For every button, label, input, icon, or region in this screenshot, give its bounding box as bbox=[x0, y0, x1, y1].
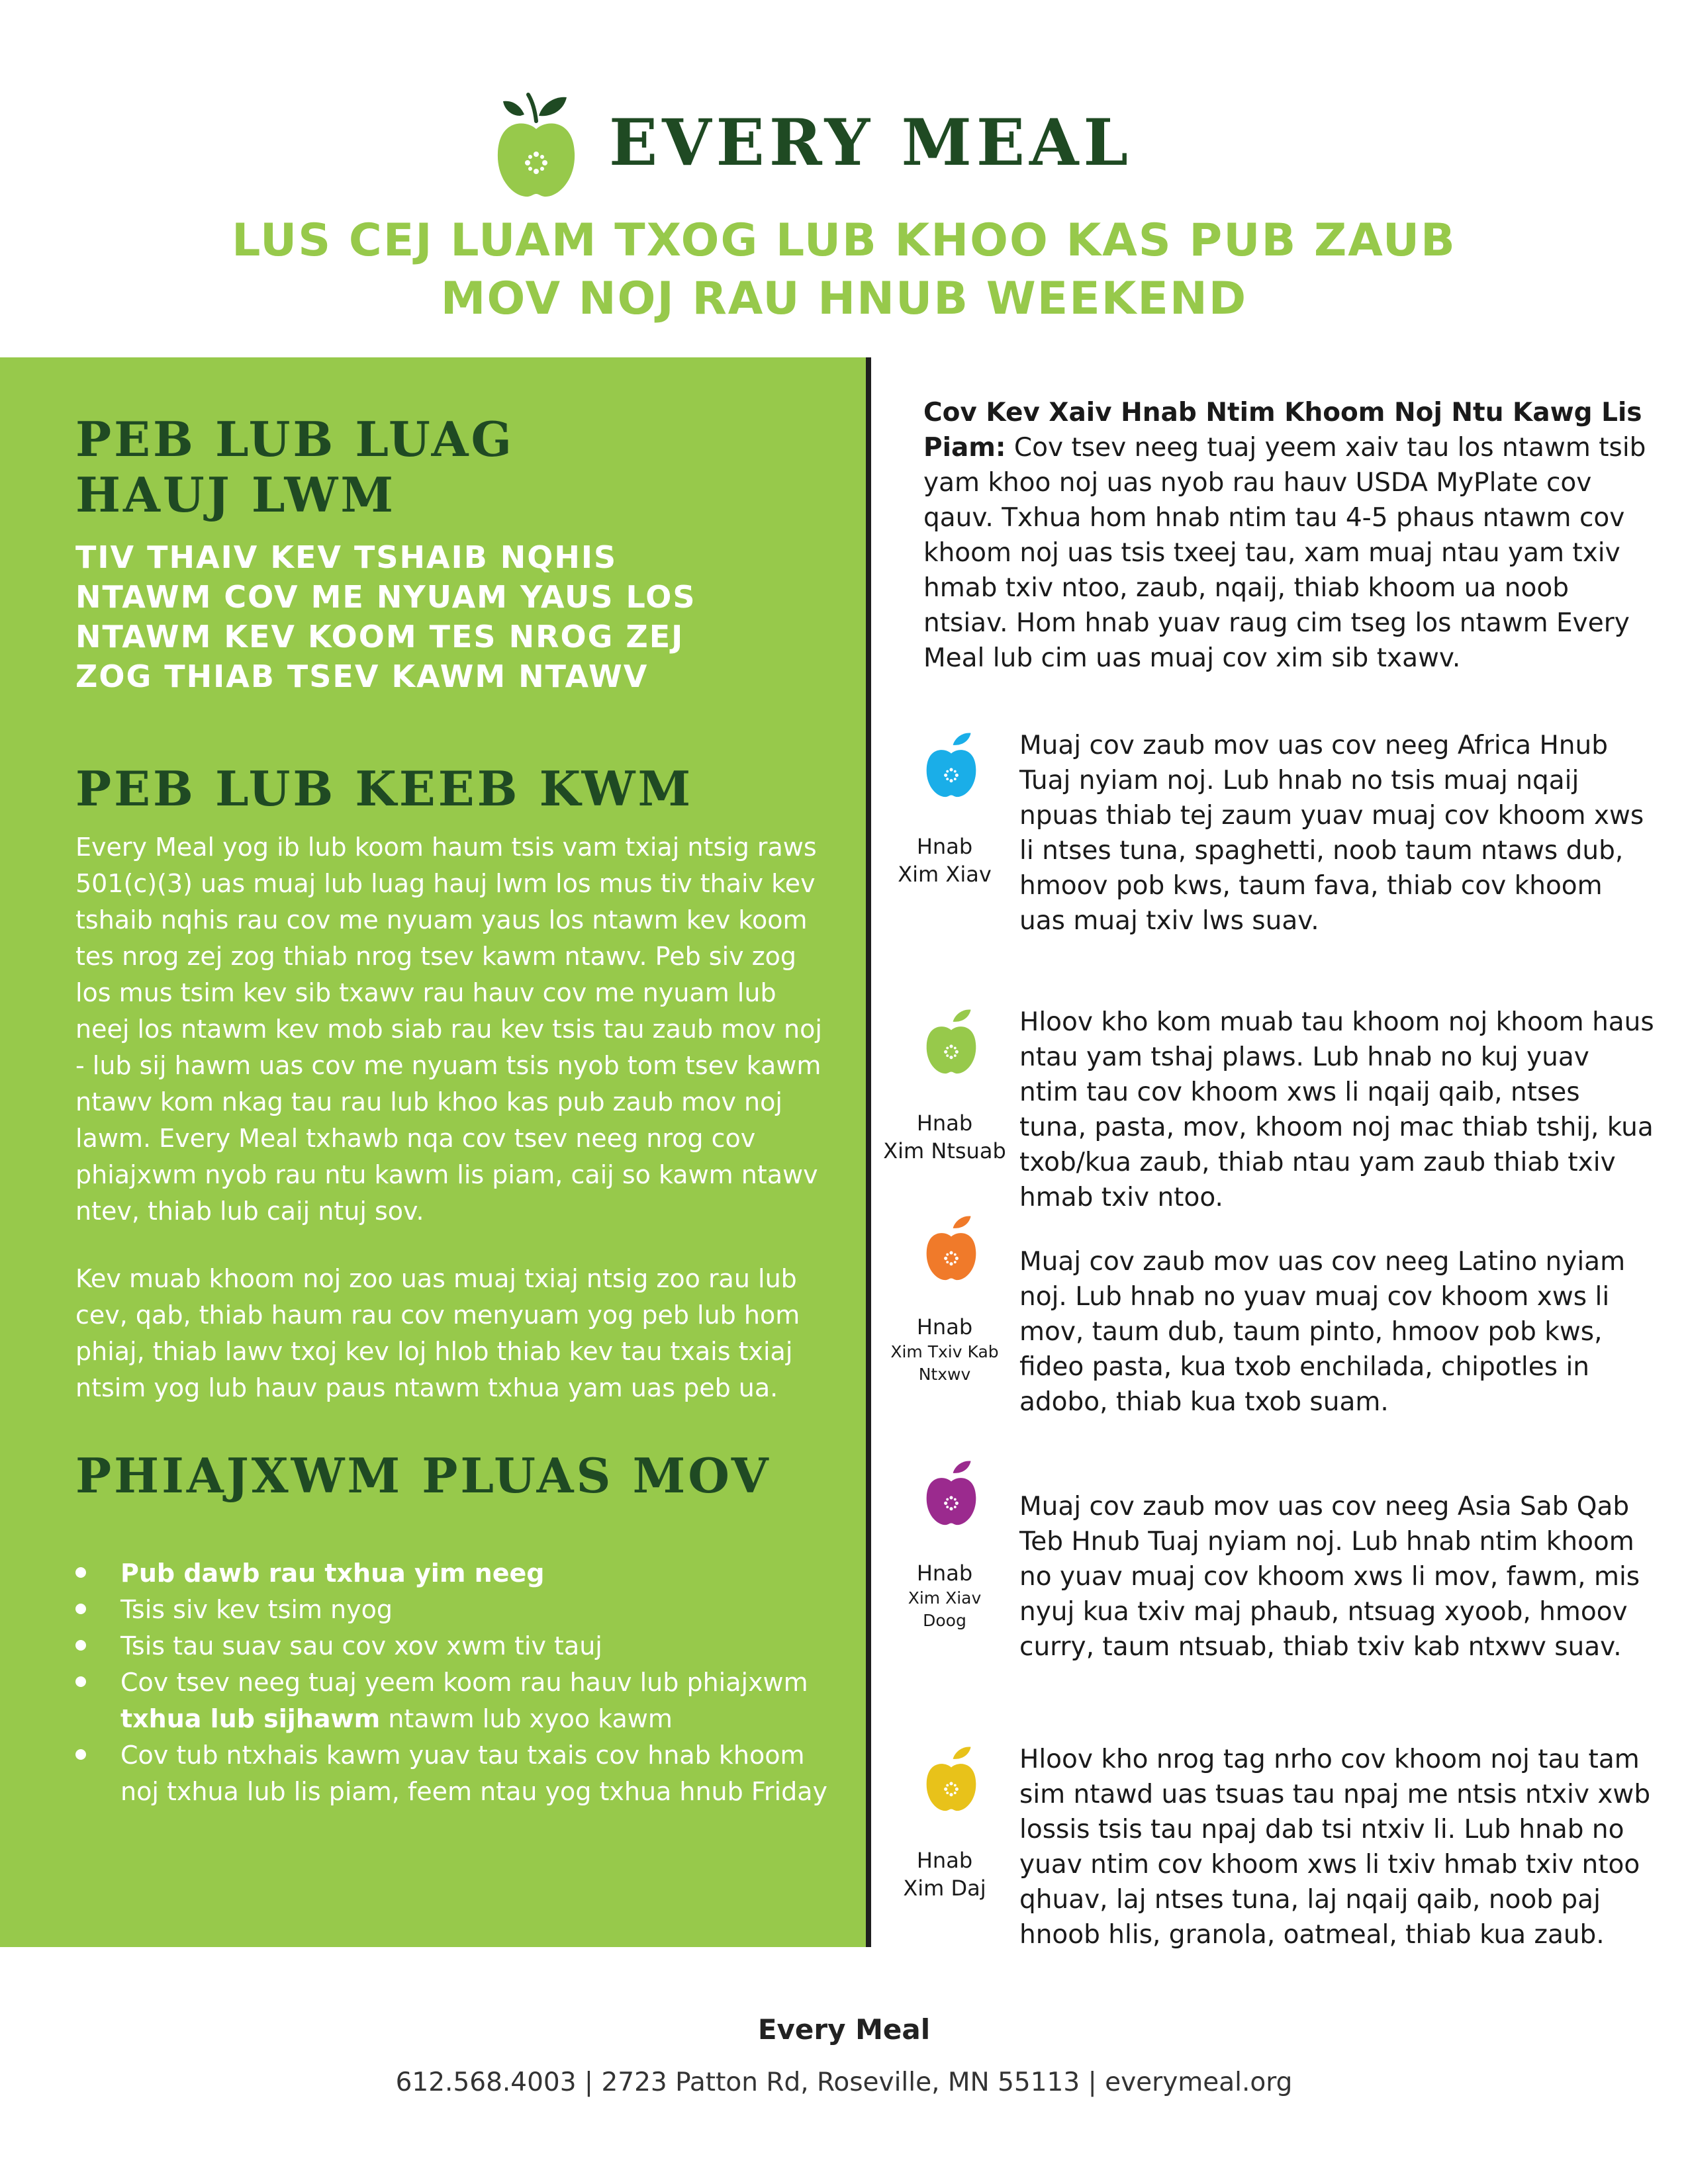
program-feature-text: txhua lub sijhawm bbox=[120, 1704, 381, 1733]
bag-caption-line: Hnab bbox=[916, 1561, 973, 1586]
bag-caption bbox=[878, 833, 1011, 888]
bag-apple-icon bbox=[925, 1742, 978, 1812]
program-feature-item bbox=[75, 1628, 843, 1664]
program-feature-item bbox=[75, 1555, 843, 1592]
mission-subtitle-line: NTAWM COV ME NYUAM YAUS LOS bbox=[75, 579, 696, 615]
logo-apple-icon bbox=[495, 89, 577, 199]
bag-description: Hloov kho nrog tag nrho cov khoom noj tau tam sim ntawd uas tsuas tau npaj me ntsis ntxiv xwb lossis tsis tau npaj dab tsi ntxiv li. Lub hnab no yuav ntim cov khoom xws li txiv hmab txiv ntoo qhuav, laj ntses tuna, laj nqaij qaib, noob paj hnoob hlis, granola, oatmeal, thiab kua zaub. bbox=[1019, 1745, 1651, 1950]
footer-contact-info: 612.568.4003 | 2723 Patton Rd, Roseville, MN 55113 | everymeal.org bbox=[395, 2068, 1293, 2097]
mission-subtitle bbox=[75, 537, 837, 696]
program-feature-item bbox=[75, 1664, 843, 1737]
program-feature-item bbox=[75, 1592, 843, 1628]
footer-org-name: Every Meal bbox=[757, 2013, 931, 2046]
history-paragraph-2: Kev muab khoom noj zoo uas muaj txiaj ntsig zoo rau lub cev, qab, thiab haum rau cov menyuam yog peb lub hom phiaj, thiab lawv txoj kev loj hlob thiab kev tau txais txiaj ntsim yog lub hauv paus ntawm txhua yam uas peb ua. bbox=[75, 1264, 800, 1402]
bullet-icon bbox=[75, 1676, 86, 1687]
brand-name: EVERY MEAL bbox=[609, 105, 1133, 180]
bullet-icon bbox=[75, 1640, 86, 1651]
weekend-bag-intro-text: Cov tsev neeg tuaj yeem xaiv tau los ntawm tsib yam khoo noj uas nyob rau hauv USDA MyPlate cov qauv. Txhua hom hnab ntim tau 4-5 phaus ntawm cov khoom noj uas tsis txeej tau, xam muaj ntau yam txiv hmab txiv ntoo, zaub, nqaij, thiab khoom ua noob ntsiav. Hom hnab yuav raug cim tseg los ntawm Every Meal lub cim uas muaj cov xim sib txawv. bbox=[923, 433, 1646, 673]
program-feature-list bbox=[75, 1555, 843, 1810]
weekend-bag-intro bbox=[923, 395, 1652, 676]
bag-caption-line: Ntxwv bbox=[918, 1365, 971, 1384]
bag-caption bbox=[878, 1559, 1011, 1632]
column-divider bbox=[866, 357, 871, 1947]
bag-caption-line: Xim Xiav bbox=[908, 1588, 982, 1608]
program-feature-text: Cov tub ntxhais kawm yuav tau txais cov hnab khoom noj txhua lub lis piam, feem ntau yog txhua hnub Friday bbox=[120, 1741, 828, 1806]
mission-title-line-1: PEB LUB LUAG bbox=[75, 411, 514, 467]
bag-description: Hloov kho kom muab tau khoom noj khoom haus ntau yam tshaj plaws. Lub hnab no kuj yuav ntim tau cov khoom xws li nqaij qaib, ntses tuna, pasta, mov, khoom noj mac thiab tshij, kua txob/kua zaub, thiab ntau yam zaub thiab txiv hmab txiv ntoo. bbox=[1019, 1007, 1654, 1212]
mission-title-line-2: HAUJ LWM bbox=[75, 467, 397, 523]
program-feature-item bbox=[75, 1737, 843, 1810]
bag-caption-line: Xim Ntsuab bbox=[883, 1138, 1006, 1163]
page-headline bbox=[0, 212, 1688, 328]
bag-apple-icon bbox=[925, 1005, 978, 1075]
bullet-icon bbox=[75, 1749, 86, 1760]
bag-caption-line: Hnab bbox=[916, 1848, 973, 1873]
bag-caption bbox=[878, 1846, 1011, 1902]
bag-description: Muaj cov zaub mov uas cov neeg Asia Sab Qab Teb Hnub Tuaj nyiam noj. Lub hnab ntim khoom no yuav muaj cov khoom xws li mov, fawm, mis nyuj kua txiv maj phaub, ntsuag xyoob, hmoov curry, taum ntsuab, thiab txiv kab ntxwv suav. bbox=[1019, 1492, 1640, 1662]
bag-caption bbox=[878, 1313, 1011, 1386]
headline-line-2: MOV NOJ RAU HNUB WEEKEND bbox=[440, 273, 1248, 325]
program-title: PHIAJXWM PLUAS MOV bbox=[75, 1447, 771, 1504]
bag-caption bbox=[878, 1109, 1011, 1165]
bag-caption-line: Hnab bbox=[916, 834, 973, 859]
bag-caption-line: Xim Daj bbox=[903, 1876, 986, 1901]
bag-apple-icon bbox=[925, 1211, 978, 1281]
bag-caption-line: Xim Xiav bbox=[898, 862, 992, 887]
history-paragraph-1: Every Meal yog ib lub koom haum tsis vam txiaj ntsig raws 501(c)(3) uas muaj lub luag hauj lwm los mus tiv thaiv kev tshaib nqhis rau cov me nyuam yaus los ntawm kev koom tes nrog zej zog thiab nrog tsev kawm ntawv. Peb siv zog los mus tsim kev sib txawv rau hauv cov me nyuam lub neej los ntawm kev mob siab rau kev tsis tau zaub mov noj - lub sij hawm uas cov me nyuam tsis nyob tom tsev kawm ntawv kom nkag tau rau lub khoo kas pub zaub mov noj lawm. Every Meal txhawb nqa cov tsev neeg nrog cov phiajxwm nyob rau ntu kawm lis piam, caij so kawm ntawv ntev, thiab lub caij ntuj sov. bbox=[75, 833, 822, 1226]
bag-description: Muaj cov zaub mov uas cov neeg Latino nyiam noj. Lub hnab no yuav muaj cov khoom xws li mov, taum dub, taum pinto, hmoov pob kws, fideo pasta, kua txob enchilada, chipotles in adobo, thiab kua txob suam. bbox=[1019, 1247, 1626, 1417]
bag-description: Muaj cov zaub mov uas cov neeg Africa Hnub Tuaj nyiam noj. Lub hnab no tsis muaj nqaij npuas thiab tej zaum yuav muaj cov khoom xws li ntses tuna, spaghetti, noob taum ntaws dub, hmoov pob kws, taum fava, thiab cov khoom uas muaj txiv lws suav. bbox=[1019, 731, 1644, 936]
mission-subtitle-line: TIV THAIV KEV TSHAIB NQHIS bbox=[75, 539, 618, 575]
bag-apple-icon bbox=[925, 1456, 978, 1526]
history-title: PEB LUB KEEB KWM bbox=[75, 760, 694, 817]
program-feature-text: Tsis tau suav sau cov xov xwm tiv tauj bbox=[120, 1631, 602, 1661]
program-feature-text: Pub dawb rau txhua yim neeg bbox=[120, 1559, 545, 1588]
bag-caption-line: Hnab bbox=[916, 1111, 973, 1136]
program-feature-text: ntawm lub xyoo kawm bbox=[380, 1704, 673, 1733]
bullet-icon bbox=[75, 1604, 86, 1614]
bullet-icon bbox=[75, 1567, 86, 1578]
bag-apple-icon bbox=[925, 728, 978, 798]
bag-caption-line: Doog bbox=[923, 1611, 966, 1630]
bag-caption-line: Xim Txiv Kab bbox=[890, 1342, 999, 1361]
mission-subtitle-line: NTAWM KEV KOOM TES NROG ZEJ bbox=[75, 619, 684, 655]
weekend-bag-intro-heading: Cov Kev Xaiv Hnab Ntim Khoom Noj Ntu Kawg Lis Piam: bbox=[923, 398, 1642, 463]
mission-title bbox=[75, 412, 837, 523]
program-feature-text: Tsis siv kev tsim nyog bbox=[120, 1595, 393, 1624]
headline-line-1: LUS CEJ LUAM TXOG LUB KHOO KAS PUB ZAUB bbox=[232, 214, 1456, 267]
program-feature-text: Cov tsev neeg tuaj yeem koom rau hauv lub phiajxwm bbox=[120, 1668, 808, 1697]
mission-subtitle-line: ZOG THIAB TSEV KAWM NTAWV bbox=[75, 659, 649, 694]
bag-caption-line: Hnab bbox=[916, 1314, 973, 1340]
